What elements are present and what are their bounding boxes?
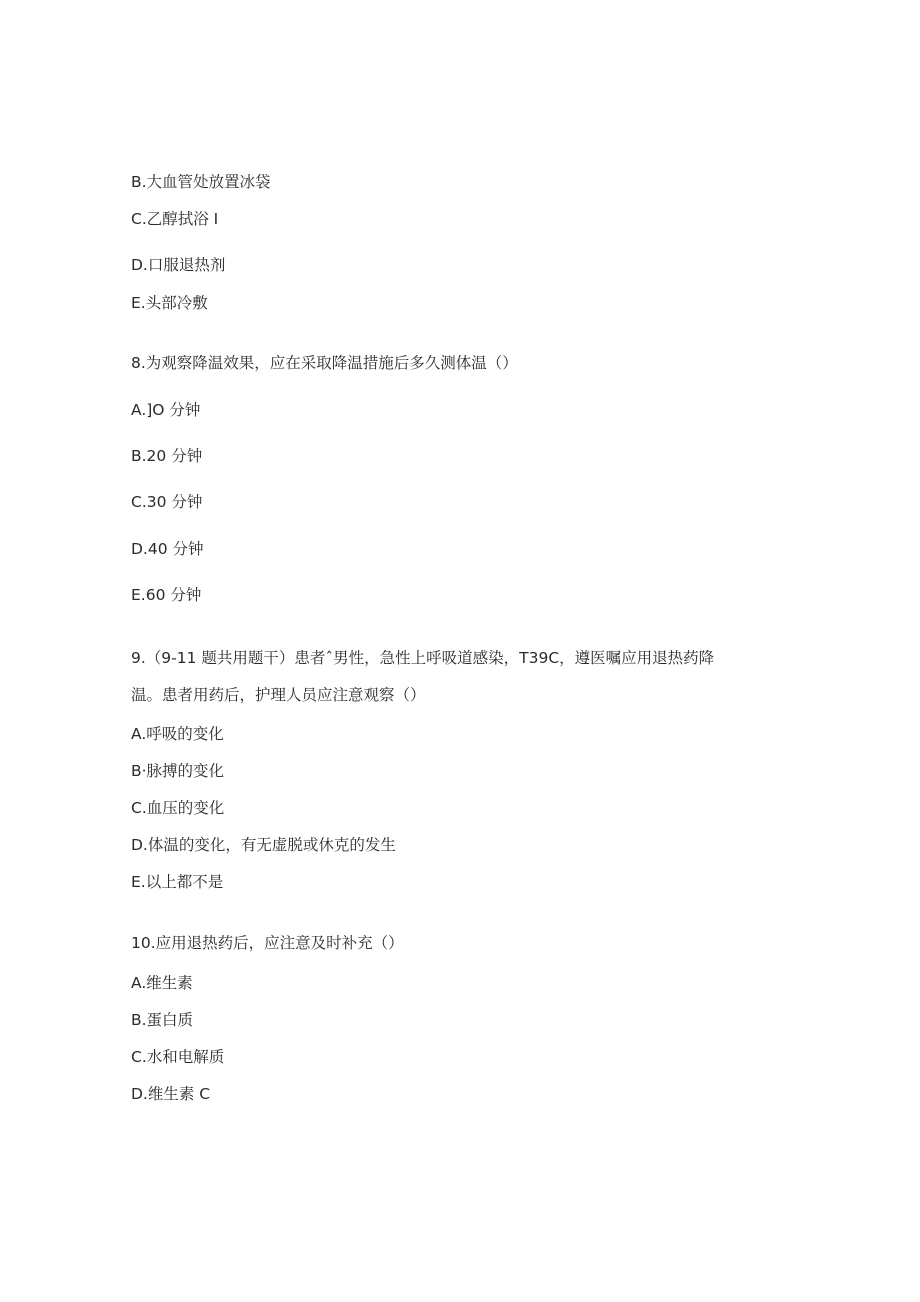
question-9-line-2: 温。患者用药后，护理人员应注意观察（） [131, 686, 426, 704]
option-a-q10: A.维生素 [131, 974, 193, 992]
option-c-q10: C.水和电解质 [131, 1048, 225, 1066]
option-e-q7: E.头部冷敷 [131, 294, 208, 312]
option-a-q9: A.呼吸的变化 [131, 725, 224, 743]
option-a-q8: A.]O 分钟 [131, 401, 201, 419]
option-e-q9: E.以上都不是 [131, 873, 224, 891]
question-8: 8.为观察降温效果，应在采取降温措施后多久测体温（） [131, 354, 518, 372]
option-c-q7: C.乙醇拭浴 I [131, 210, 219, 228]
option-d-q10: D.维生素 C [131, 1085, 211, 1103]
option-d-q9: D.体温的变化，有无虚脱或休克的发生 [131, 836, 396, 854]
option-d-q8: D.40 分钟 [131, 540, 204, 558]
option-e-q8: E.60 分钟 [131, 586, 202, 604]
option-c-q9: C.血压的变化 [131, 799, 225, 817]
option-c-q8: C.30 分钟 [131, 493, 203, 511]
question-9-line-1: 9.（9-11 题共用题干）患者ˆ男性，急性上呼吸道感染，T39C，遵医嘱应用退热药降 [131, 649, 715, 667]
option-b-q10: B.蛋白质 [131, 1011, 194, 1029]
option-b-q7: B.大血管处放置冰袋 [131, 173, 271, 191]
option-b-q9: B·脉搏的变化 [131, 762, 225, 780]
option-b-q8: B.20 分钟 [131, 447, 203, 465]
question-10: 10.应用退热药后，应注意及时补充（） [131, 934, 404, 952]
option-d-q7: D.口服退热剂 [131, 256, 226, 274]
